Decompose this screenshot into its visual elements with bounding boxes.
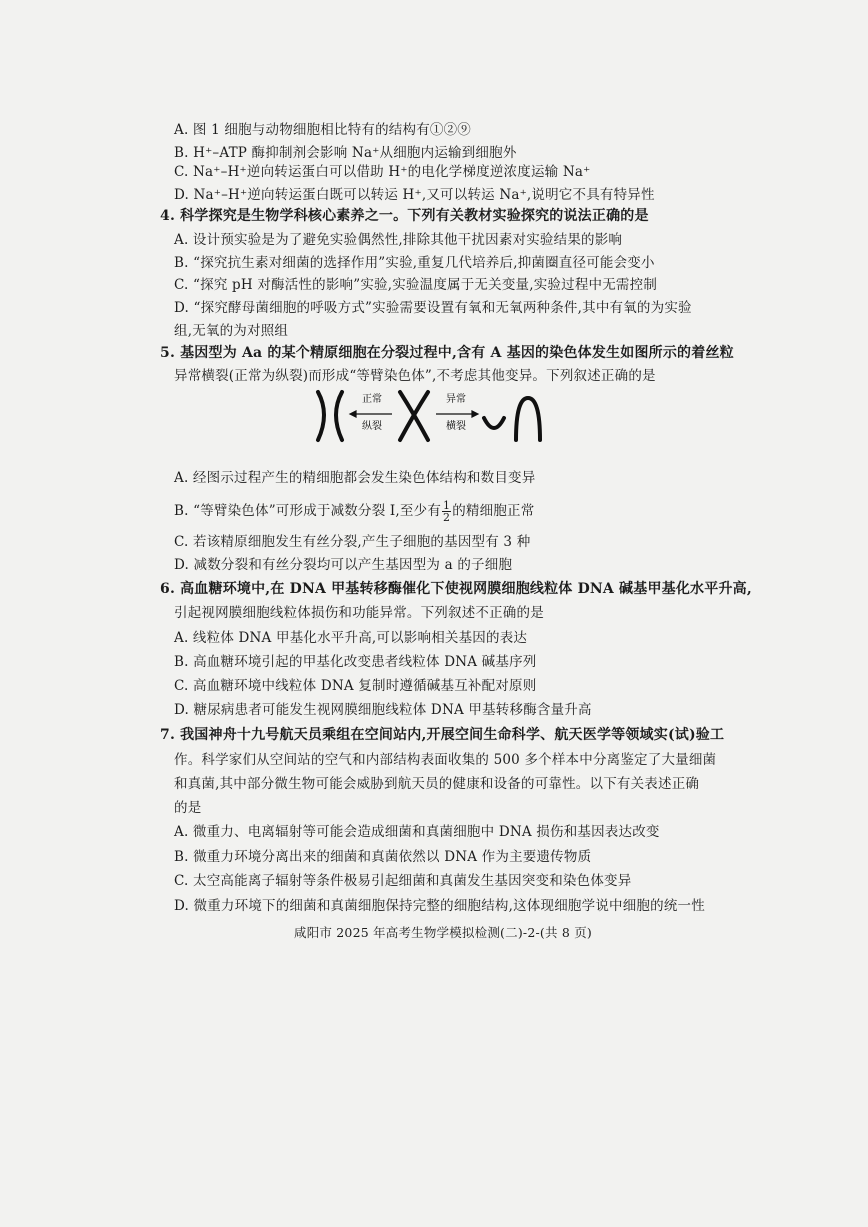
q4-stem: 4. 科学探究是生物学科核心素养之一。下列有关教材实验探究的说法正确的是 [160,208,649,224]
label-abnormal: 异常 [446,394,466,405]
q6-option-c: C. 高血糖环境中线粒体 DNA 复制时遵循碱基互补配对原则 [174,678,537,694]
isochromosome-figure [310,388,550,448]
q6-stem-line1: 6. 高血糖环境中,在 DNA 甲基转移酶催化下使视网膜细胞线粒体 DNA 碱基甲基化水平升高, [160,581,752,597]
q4-option-d-line2: 组,无氧的为对照组 [174,323,289,339]
fraction-one-half: $\frac{1}{2}$ [443,499,451,524]
label-transverse: 横裂 [446,421,466,432]
q7-stem-line1: 7. 我国神舟十九号航天员乘组在空间站内,开展空间生命科学、航天医学等领域实(试)验工 [160,727,725,743]
q4-option-b: B. “探究抗生素对细菌的选择作用”实验,重复几代培养后,抑菌圈直径可能会变小 [174,255,655,271]
q7-option-b: B. 微重力环境分离出来的细菌和真菌依然以 DNA 作为主要遗传物质 [174,849,592,865]
q5-stem-line1: 5. 基因型为 Aa 的某个精原细胞在分裂过程中,含有 A 基因的染色体发生如图所示的着丝粒 [160,345,734,361]
q7-stem-line3: 和真菌,其中部分微生物可能会威胁到航天员的健康和设备的可靠性。以下有关表述正确 [174,776,700,792]
normal-chromosome-split [318,392,342,440]
original-chromosome [400,392,428,440]
q6-stem-line2: 引起视网膜细胞线粒体损伤和功能异常。下列叙述不正确的是 [174,605,544,621]
left-arrow-icon [350,411,392,417]
q4-option-a: A. 设计预实验是为了避免实验偶然性,排除其他干扰因素对实验结果的影响 [174,232,623,248]
label-normal: 正常 [362,394,382,405]
q7-stem-line2: 作。科学家们从空间站的空气和内部结构表面收集的 500 多个样本中分离鉴定了大量细菌 [174,752,717,768]
q3-option-a: A. 图 1 细胞与动物细胞相比特有的结构有①②⑨ [174,122,472,138]
q3-option-b: B. H⁺–ATP 酶抑制剂会影响 Na⁺从细胞内运输到细胞外 [174,145,517,161]
page-footer: 咸阳市 2025 年高考生物学模拟检测(二)-2-(共 8 页) [294,925,592,940]
label-longitudinal: 纵裂 [362,421,382,432]
q3-option-d: D. Na⁺–H⁺逆向转运蛋白既可以转运 H⁺,又可以转运 Na⁺,说明它不具有特异性 [174,187,655,203]
q4-option-c: C. “探究 pH 对酶活性的影响”实验,实验温度属于无关变量,实验过程中无需控制 [174,277,658,293]
q7-option-d: D. 微重力环境下的细菌和真菌细胞保持完整的细胞结构,这体现细胞学说中细胞的统一性 [174,898,705,914]
q5-option-a: A. 经图示过程产生的精细胞都会发生染色体结构和数目变异 [174,470,536,486]
q7-stem-line4: 的是 [174,800,202,816]
q6-option-a: A. 线粒体 DNA 甲基化水平升高,可以影响相关基因的表达 [174,630,528,646]
q5-stem-line2: 异常横裂(正常为纵裂)而形成“等臂染色体”,不考虑其他变异。下列叙述正确的是 [174,368,656,384]
isochromosomes-result [484,398,540,440]
q7-option-c: C. 太空高能离子辐射等条件极易引起细菌和真菌发生基因突变和染色体变异 [174,873,632,889]
q4-option-d-line1: D. “探究酵母菌细胞的呼吸方式”实验需要设置有氧和无氧两种条件,其中有氧的为实验 [174,300,692,316]
right-arrow-icon [436,411,478,417]
q5-option-c: C. 若该精原细胞发生有丝分裂,产生子细胞的基因型有 3 种 [174,534,531,550]
q5-option-d: D. 减数分裂和有丝分裂均可以产生基因型为 a 的子细胞 [174,557,513,573]
q5-option-b: B. “等臂染色体”可形成于减数分裂 I,至少有 $\frac{1}{2}$ 的精细胞正常 [174,499,535,524]
q6-option-b: B. 高血糖环境引起的甲基化改变患者线粒体 DNA 碱基序列 [174,654,537,670]
q6-option-d: D. 糖尿病患者可能发生视网膜细胞线粒体 DNA 甲基转移酶含量升高 [174,702,592,718]
q3-option-c: C. Na⁺–H⁺逆向转运蛋白可以借助 H⁺的电化学梯度逆浓度运输 Na⁺ [174,164,591,180]
q7-option-a: A. 微重力、电离辐射等可能会造成细菌和真菌细胞中 DNA 损伤和基因表达改变 [174,824,660,840]
